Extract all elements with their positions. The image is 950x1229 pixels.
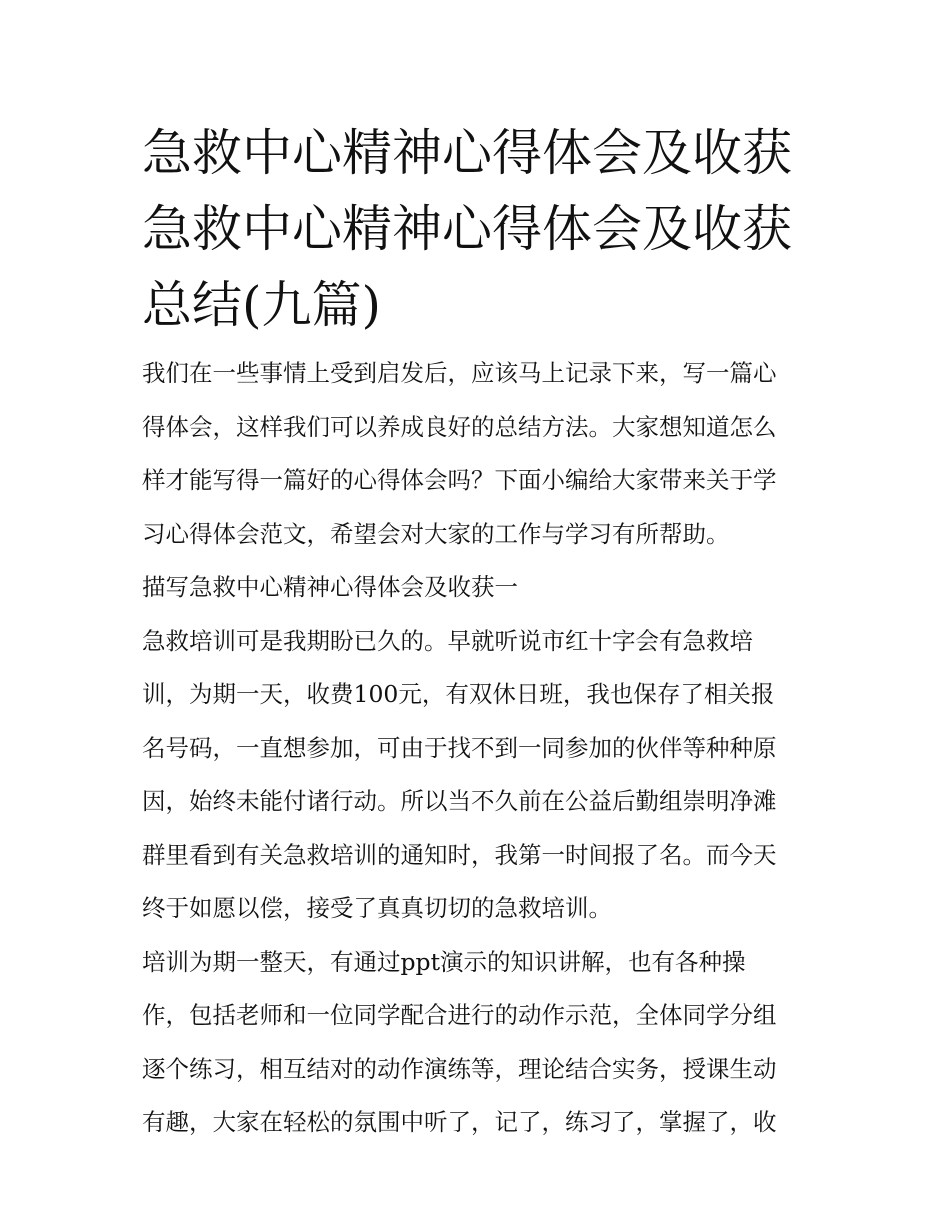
text-line: 有趣，大家在轻松的氛围中听了，记了，练习了，掌握了，收 bbox=[142, 1108, 777, 1136]
text-line: 逐个练习，相互结对的动作演练等，理论结合实务，授课生动 bbox=[142, 1054, 777, 1083]
text-line: 因，始终未能付诸行动。所以当不久前在公益后勤组崇明净滩 bbox=[142, 787, 777, 815]
document-content bbox=[142, 115, 814, 1150]
text-line: 我们在一些事情上受到启发后，应该马上记录下来，写一篇心 bbox=[142, 359, 777, 387]
document-title bbox=[142, 115, 814, 343]
intro-paragraph bbox=[142, 347, 814, 561]
text-line: 习心得体会范文，希望会对大家的工作与学习有所帮助。 bbox=[142, 519, 730, 548]
text-line: 样才能写得一篇好的心得体会吗？下面小编给大家带来关于学 bbox=[142, 466, 777, 494]
text-line: 名号码，一直想参加，可由于找不到一同参加的伙伴等种种原 bbox=[142, 733, 777, 762]
text-line: 作，包括老师和一位同学配合进行的动作示范，全体同学分组 bbox=[142, 1001, 777, 1029]
text-line: 急救培训可是我期盼已久的。早就听说市红十字会有急救培 bbox=[142, 626, 753, 655]
text-line: 群里看到有关急救培训的通知时，我第一时间报了名。而今天 bbox=[142, 840, 777, 869]
text-line: 培训为期一整天，有通过ppt演示的知识讲解，也有各种操 bbox=[142, 947, 746, 976]
body-paragraph bbox=[142, 936, 814, 1150]
text-line: 终于如愿以偿，接受了真真切切的急救培训。 bbox=[142, 894, 612, 922]
section-heading bbox=[142, 561, 814, 615]
text-line: 得体会，这样我们可以养成良好的总结方法。大家想知道怎么 bbox=[142, 412, 777, 441]
title-line: 急救中心精神心得体会及收获 bbox=[142, 124, 792, 182]
text-line: 描写急救中心精神心得体会及收获一 bbox=[142, 573, 518, 601]
title-line: 急救中心精神心得体会及收获 bbox=[142, 200, 792, 258]
body-paragraph bbox=[142, 615, 814, 936]
text-line: 训，为期一天，收费100元，有双休日班，我也保存了相关报 bbox=[142, 680, 775, 708]
title-line: 总结(九篇) bbox=[142, 276, 382, 334]
